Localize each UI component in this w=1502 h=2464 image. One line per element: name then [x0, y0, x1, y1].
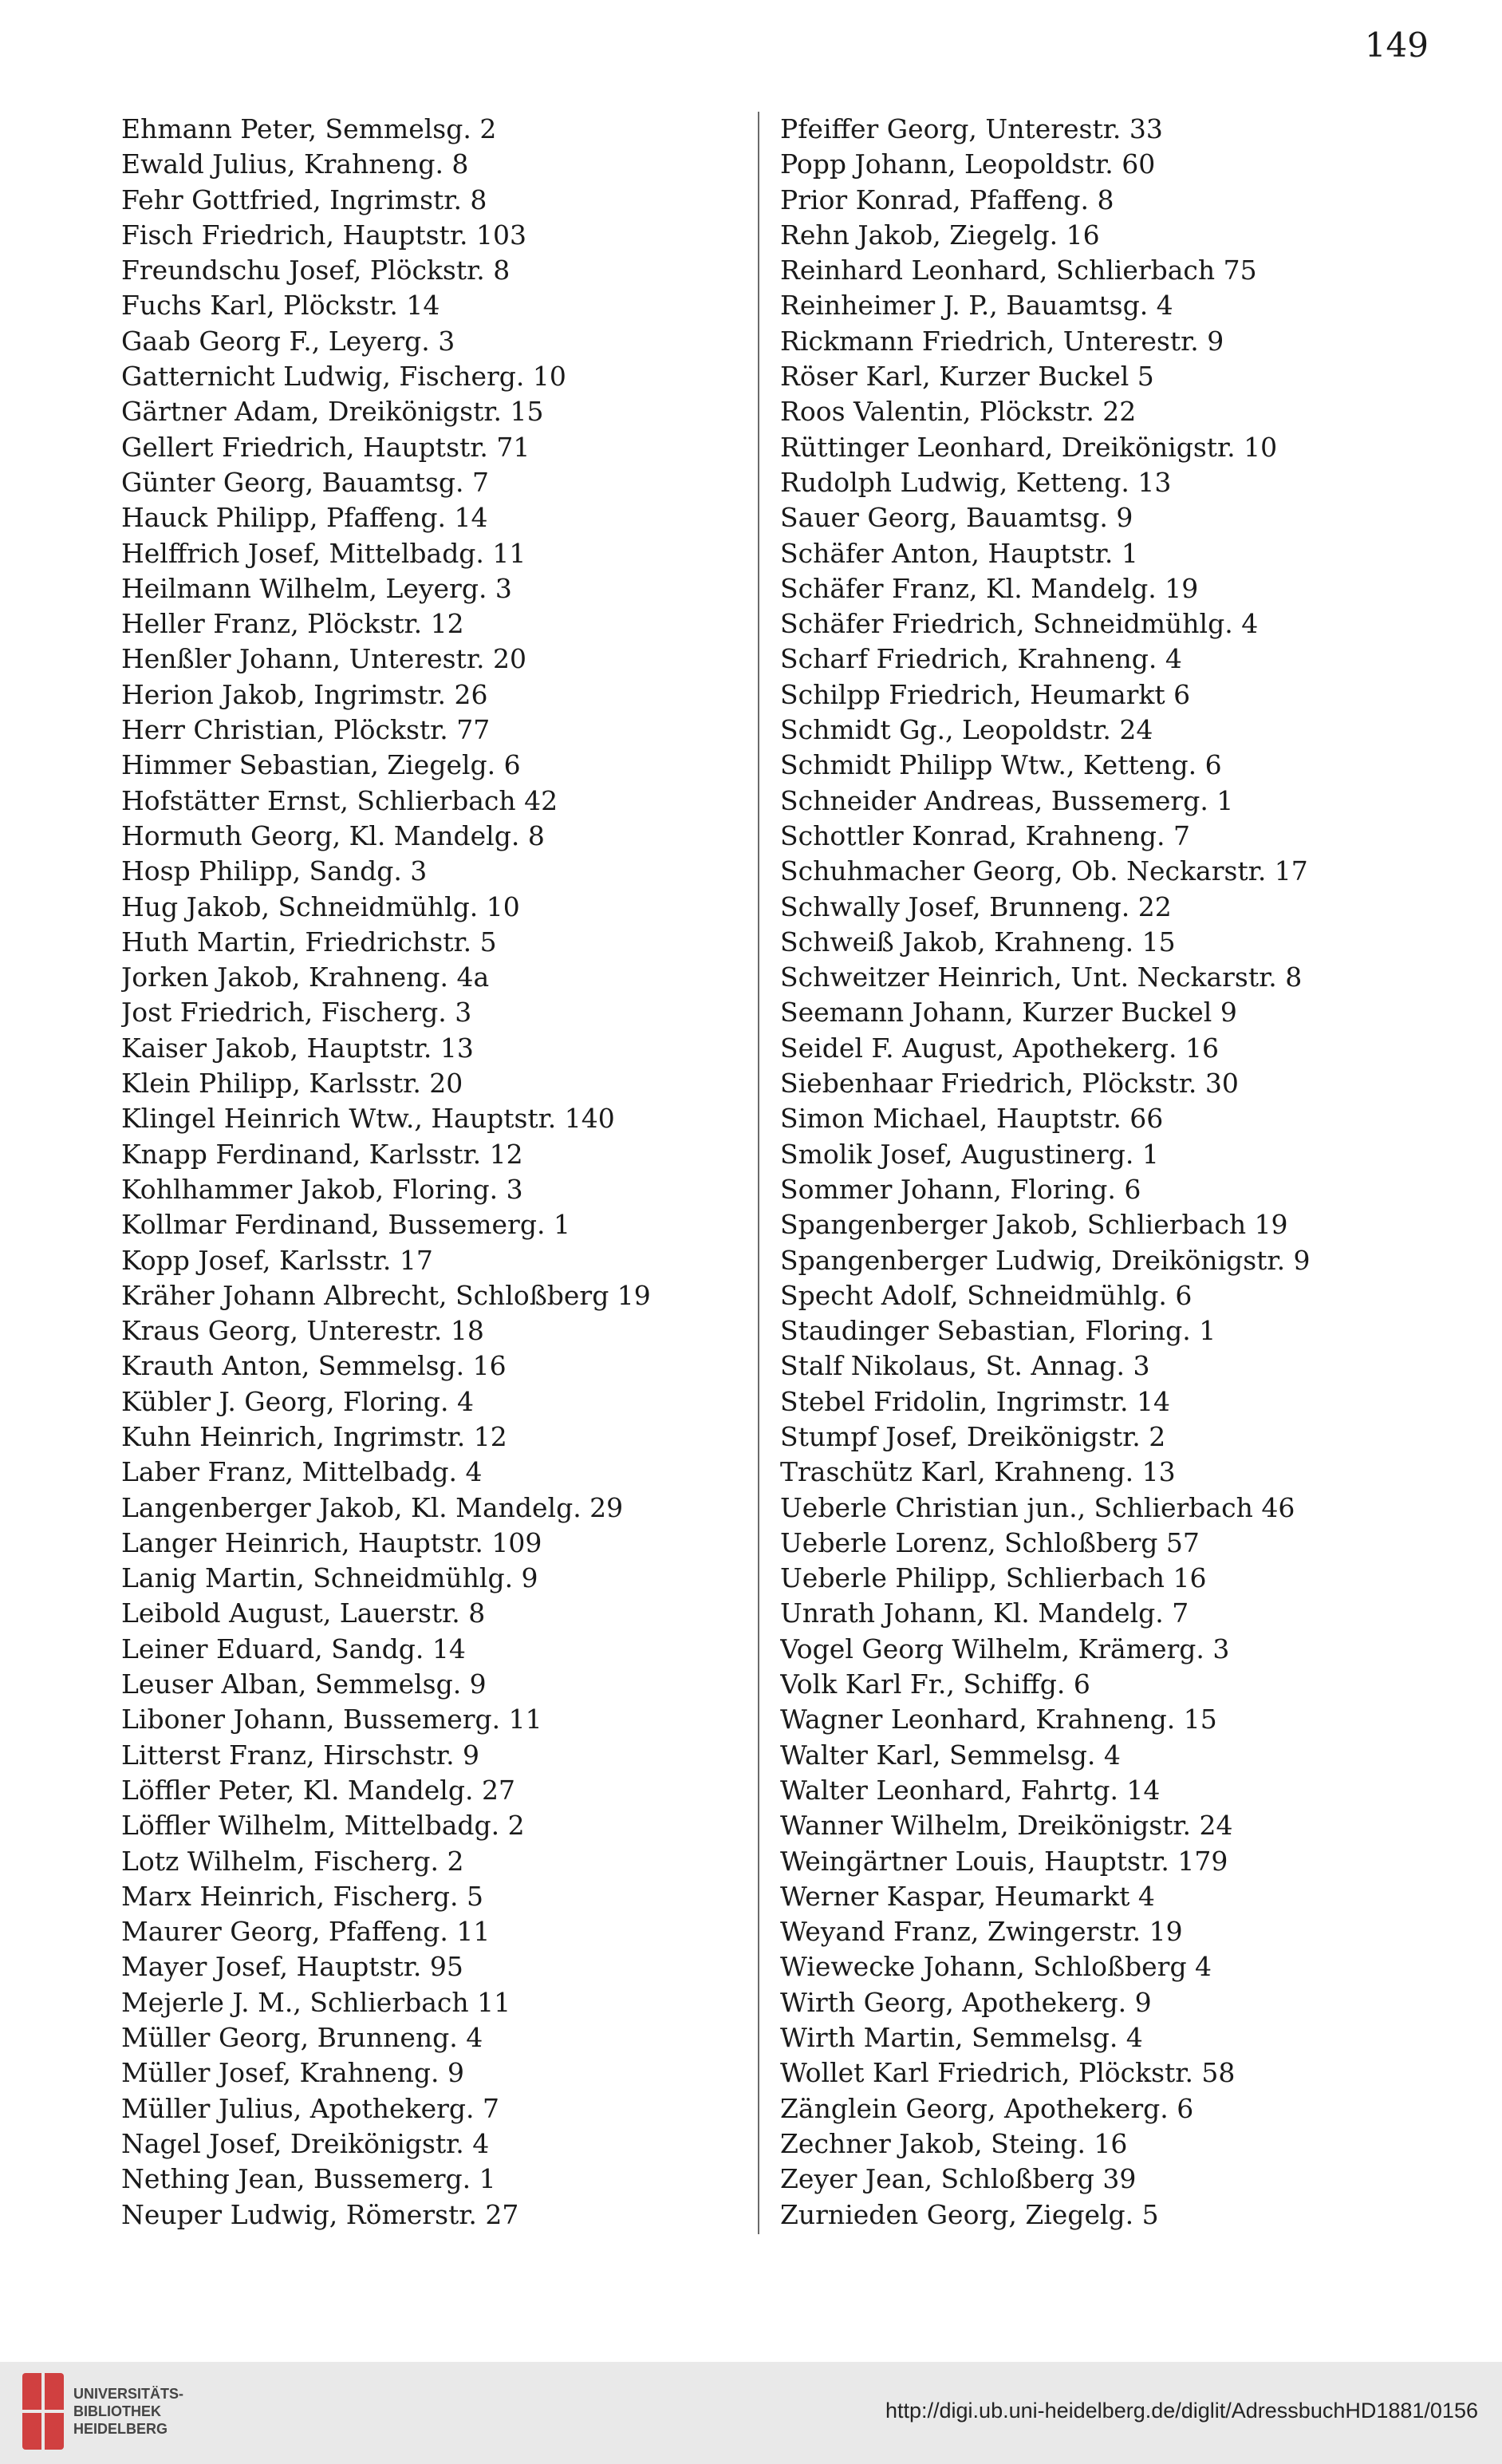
- directory-entry: Unrath Johann, Kl. Mandelg. 7: [780, 1597, 1189, 1629]
- directory-entry: Weyand Franz, Zwingerstr. 19: [780, 1916, 1183, 1948]
- directory-entry: Traschütz Karl, Krahneng. 13: [780, 1456, 1176, 1488]
- directory-entry: Schwally Josef, Brunneng. 22: [780, 890, 1172, 922]
- directory-entry: Fehr Gottfried, Ingrimstr. 8: [121, 184, 487, 215]
- directory-entry: Mejerle J. M., Schlierbach 11: [121, 1986, 511, 2018]
- directory-entry: Schäfer Franz, Kl. Mandelg. 19: [780, 572, 1199, 604]
- directory-entry: Rehn Jakob, Ziegelg. 16: [780, 219, 1100, 251]
- directory-entry: Helffrich Josef, Mittelbadg. 11: [121, 537, 526, 569]
- directory-entry: Siebenhaar Friedrich, Plöckstr. 30: [780, 1068, 1239, 1100]
- directory-entry: Müller Josef, Krahneng. 9: [121, 2057, 465, 2089]
- directory-entry: Sauer Georg, Bauamtsg. 9: [780, 502, 1133, 534]
- directory-entry: Langer Heinrich, Hauptstr. 109: [121, 1526, 542, 1558]
- directory-entry: Zänglein Georg, Apothekerg. 6: [780, 2092, 1194, 2124]
- directory-entry: Wirth Martin, Semmelsg. 4: [780, 2022, 1143, 2054]
- directory-entry: Hauck Philipp, Pfaffeng. 14: [121, 502, 488, 534]
- directory-entry: Knapp Ferdinand, Karlsstr. 12: [121, 1138, 523, 1170]
- directory-entry: Rudolph Ludwig, Ketteng. 13: [780, 466, 1172, 498]
- directory-entry: Simon Michael, Hauptstr. 66: [780, 1103, 1164, 1135]
- directory-entry: Prior Konrad, Pfaffeng. 8: [780, 184, 1114, 215]
- directory-entry: Neuper Ludwig, Römerstr. 27: [121, 2198, 519, 2230]
- directory-entry: Sommer Johann, Floring. 6: [780, 1173, 1141, 1205]
- directory-entry: Kraus Georg, Unterestr. 18: [121, 1315, 484, 1347]
- page-number: 149: [1364, 26, 1429, 65]
- directory-entry: Wollet Karl Friedrich, Plöckstr. 58: [780, 2057, 1236, 2089]
- directory-entry: Volk Karl Fr., Schiffg. 6: [780, 1668, 1090, 1700]
- directory-entry: Pfeiffer Georg, Unterestr. 33: [780, 113, 1163, 144]
- directory-entry: Schmidt Philipp Wtw., Ketteng. 6: [780, 749, 1222, 781]
- directory-entry: Leuser Alban, Semmelsg. 9: [121, 1668, 487, 1700]
- directory-entry: Leibold August, Lauerstr. 8: [121, 1597, 486, 1629]
- directory-entry: Ueberle Lorenz, Schloßberg 57: [780, 1526, 1200, 1558]
- directory-entry: Rüttinger Leonhard, Dreikönigstr. 10: [780, 431, 1278, 463]
- directory-entry: Müller Julius, Apothekerg. 7: [121, 2092, 499, 2124]
- directory-entry: Wirth Georg, Apothekerg. 9: [780, 1986, 1152, 2018]
- directory-entry: Schneider Andreas, Bussemerg. 1: [780, 784, 1234, 816]
- logo-line: BIBLIOTHEK: [73, 2403, 161, 2419]
- directory-entry: Popp Johann, Leopoldstr. 60: [780, 148, 1156, 180]
- directory-entry: Jost Friedrich, Fischerg. 3: [121, 997, 472, 1029]
- directory-entry: Gärtner Adam, Dreikönigstr. 15: [121, 396, 544, 428]
- directory-entry: Walter Karl, Semmelsg. 4: [780, 1739, 1121, 1771]
- directory-entry: Kohlhammer Jakob, Floring. 3: [121, 1173, 523, 1205]
- directory-entry: Leiner Eduard, Sandg. 14: [121, 1633, 466, 1664]
- directory-entry: Zeyer Jean, Schloßberg 39: [780, 2163, 1137, 2195]
- directory-entry: Walter Leonhard, Fahrtg. 14: [780, 1774, 1161, 1806]
- directory-entry: Wanner Wilhelm, Dreikönigstr. 24: [780, 1810, 1233, 1842]
- directory-entry: Nagel Josef, Dreikönigstr. 4: [121, 2127, 490, 2159]
- right-column: [780, 112, 1402, 2233]
- directory-entry: Staudinger Sebastian, Floring. 1: [780, 1315, 1216, 1347]
- directory-entry: Wiewecke Johann, Schloßberg 4: [780, 1951, 1212, 1983]
- directory-entry: Gatternicht Ludwig, Fischerg. 10: [121, 361, 566, 393]
- directory-entry: Zechner Jakob, Steing. 16: [780, 2127, 1128, 2159]
- directory-entry: Gaab Georg F., Leyerg. 3: [121, 325, 455, 357]
- directory-entry: Kopp Josef, Karlsstr. 17: [121, 1244, 433, 1276]
- directory-entry: Schottler Konrad, Krahneng. 7: [780, 819, 1191, 851]
- directory-entry: Schuhmacher Georg, Ob. Neckarstr. 17: [780, 855, 1308, 887]
- directory-entry: Ueberle Christian jun., Schlierbach 46: [780, 1491, 1295, 1523]
- directory-entry: Herion Jakob, Ingrimstr. 26: [121, 678, 488, 710]
- directory-entry: Himmer Sebastian, Ziegelg. 6: [121, 749, 521, 781]
- directory-entry: Jorken Jakob, Krahneng. 4a: [121, 962, 490, 993]
- directory-entry: Heilmann Wilhelm, Leyerg. 3: [121, 572, 512, 604]
- directory-entry: Marx Heinrich, Fischerg. 5: [121, 1880, 484, 1912]
- directory-entry: Mayer Josef, Hauptstr. 95: [121, 1951, 463, 1983]
- directory-entry: Hofstätter Ernst, Schlierbach 42: [121, 784, 558, 816]
- directory-entry: Ehmann Peter, Semmelsg. 2: [121, 113, 497, 144]
- directory-entry: Lotz Wilhelm, Fischerg. 2: [121, 1845, 464, 1877]
- directory-entry: Kaiser Jakob, Hauptstr. 13: [121, 1032, 474, 1064]
- logo-line: HEIDELBERG: [73, 2421, 168, 2437]
- directory-entry: Günter Georg, Bauamtsg. 7: [121, 466, 490, 498]
- directory-entry: Klingel Heinrich Wtw., Hauptstr. 140: [121, 1103, 615, 1135]
- directory-entry: Smolik Josef, Augustinerg. 1: [780, 1138, 1159, 1170]
- directory-entry: Seidel F. August, Apothekerg. 16: [780, 1032, 1220, 1064]
- left-column: [121, 112, 743, 2233]
- directory-entry: Schmidt Gg., Leopoldstr. 24: [780, 714, 1153, 746]
- directory-entry: Kollmar Ferdinand, Bussemerg. 1: [121, 1209, 570, 1241]
- directory-entry: Schilpp Friedrich, Heumarkt 6: [780, 678, 1191, 710]
- directory-entry: Stebel Fridolin, Ingrimstr. 14: [780, 1385, 1171, 1417]
- directory-entry: Stalf Nikolaus, St. Annag. 3: [780, 1350, 1150, 1382]
- directory-entry: Specht Adolf, Schneidmühlg. 6: [780, 1279, 1193, 1311]
- directory-entry: Roos Valentin, Plöckstr. 22: [780, 396, 1137, 428]
- directory-entry: Röser Karl, Kurzer Buckel 5: [780, 361, 1154, 393]
- directory-entry: Scharf Friedrich, Krahneng. 4: [780, 643, 1182, 675]
- directory-entry: Huth Martin, Friedrichstr. 5: [121, 926, 497, 958]
- directory-entry: Schäfer Friedrich, Schneidmühlg. 4: [780, 608, 1259, 640]
- directory-entry: Maurer Georg, Pfaffeng. 11: [121, 1916, 491, 1948]
- directory-entry: Schweiß Jakob, Krahneng. 15: [780, 926, 1176, 958]
- directory-entry: Spangenberger Jakob, Schlierbach 19: [780, 1209, 1288, 1241]
- directory-entry: Kübler J. Georg, Floring. 4: [121, 1385, 474, 1417]
- directory-entry: Gellert Friedrich, Hauptstr. 71: [121, 431, 530, 463]
- directory-entry: Henßler Johann, Unterestr. 20: [121, 643, 526, 675]
- directory-entry: Rickmann Friedrich, Unterestr. 9: [780, 325, 1224, 357]
- directory-entry: Litterst Franz, Hirschstr. 9: [121, 1739, 480, 1771]
- directory-entry: Reinhard Leonhard, Schlierbach 75: [780, 255, 1257, 286]
- directory-entry: Kuhn Heinrich, Ingrimstr. 12: [121, 1420, 507, 1452]
- directory-entry: Schäfer Anton, Hauptstr. 1: [780, 537, 1138, 569]
- directory-entry: Fuchs Karl, Plöckstr. 14: [121, 290, 440, 322]
- library-logo-text: [73, 2385, 183, 2438]
- directory-entry: Wagner Leonhard, Krahneng. 15: [780, 1704, 1217, 1735]
- footer-bar: [0, 2362, 1502, 2464]
- directory-entry: Langenberger Jakob, Kl. Mandelg. 29: [121, 1491, 624, 1523]
- directory-entry: Spangenberger Ludwig, Dreikönigstr. 9: [780, 1244, 1311, 1276]
- directory-entry: Heller Franz, Plöckstr. 12: [121, 608, 464, 640]
- directory-entry: Krauth Anton, Semmelsg. 16: [121, 1350, 507, 1382]
- library-logo-icon: [22, 2373, 64, 2450]
- directory-entry: Löffler Wilhelm, Mittelbadg. 2: [121, 1810, 525, 1842]
- directory-entry: Löffler Peter, Kl. Mandelg. 27: [121, 1774, 515, 1806]
- directory-entry: Ewald Julius, Krahneng. 8: [121, 148, 469, 180]
- source-url-link[interactable]: http://digi.ub.uni-heidelberg.de/diglit/AdressbuchHD1881/0156: [885, 2399, 1478, 2423]
- logo-line: UNIVERSITÄTS-: [73, 2386, 184, 2402]
- directory-entry: Ueberle Philipp, Schlierbach 16: [780, 1562, 1207, 1594]
- directory-entry: Weingärtner Louis, Hauptstr. 179: [780, 1845, 1228, 1877]
- directory-entry: Lanig Martin, Schneidmühlg. 9: [121, 1562, 538, 1594]
- directory-entry: Stumpf Josef, Dreikönigstr. 2: [780, 1420, 1166, 1452]
- directory-entry: Hormuth Georg, Kl. Mandelg. 8: [121, 819, 545, 851]
- directory-entry: Klein Philipp, Karlsstr. 20: [121, 1068, 463, 1100]
- directory-entry: Liboner Johann, Bussemerg. 11: [121, 1704, 542, 1735]
- directory-entry: Werner Kaspar, Heumarkt 4: [780, 1880, 1155, 1912]
- directory-entry: Reinheimer J. P., Bauamtsg. 4: [780, 290, 1173, 322]
- column-divider: [758, 112, 759, 2234]
- directory-entry: Schweitzer Heinrich, Unt. Neckarstr. 8: [780, 962, 1303, 993]
- directory-entry: Nething Jean, Bussemerg. 1: [121, 2163, 496, 2195]
- directory-entry: Laber Franz, Mittelbadg. 4: [121, 1456, 483, 1488]
- directory-entry: Müller Georg, Brunneng. 4: [121, 2022, 483, 2054]
- directory-entry: Freundschu Josef, Plöckstr. 8: [121, 255, 511, 286]
- library-logo: [22, 2373, 183, 2450]
- directory-entry: Hug Jakob, Schneidmühlg. 10: [121, 890, 520, 922]
- directory-entry: Vogel Georg Wilhelm, Krämerg. 3: [780, 1633, 1230, 1664]
- directory-entry: Fisch Friedrich, Hauptstr. 103: [121, 219, 526, 251]
- directory-entry: Zurnieden Georg, Ziegelg. 5: [780, 2198, 1159, 2230]
- directory-entry: Kräher Johann Albrecht, Schloßberg 19: [121, 1279, 651, 1311]
- directory-entry: Seemann Johann, Kurzer Buckel 9: [780, 997, 1237, 1029]
- directory-entry: Hosp Philipp, Sandg. 3: [121, 855, 428, 887]
- directory-entry: Herr Christian, Plöckstr. 77: [121, 714, 491, 746]
